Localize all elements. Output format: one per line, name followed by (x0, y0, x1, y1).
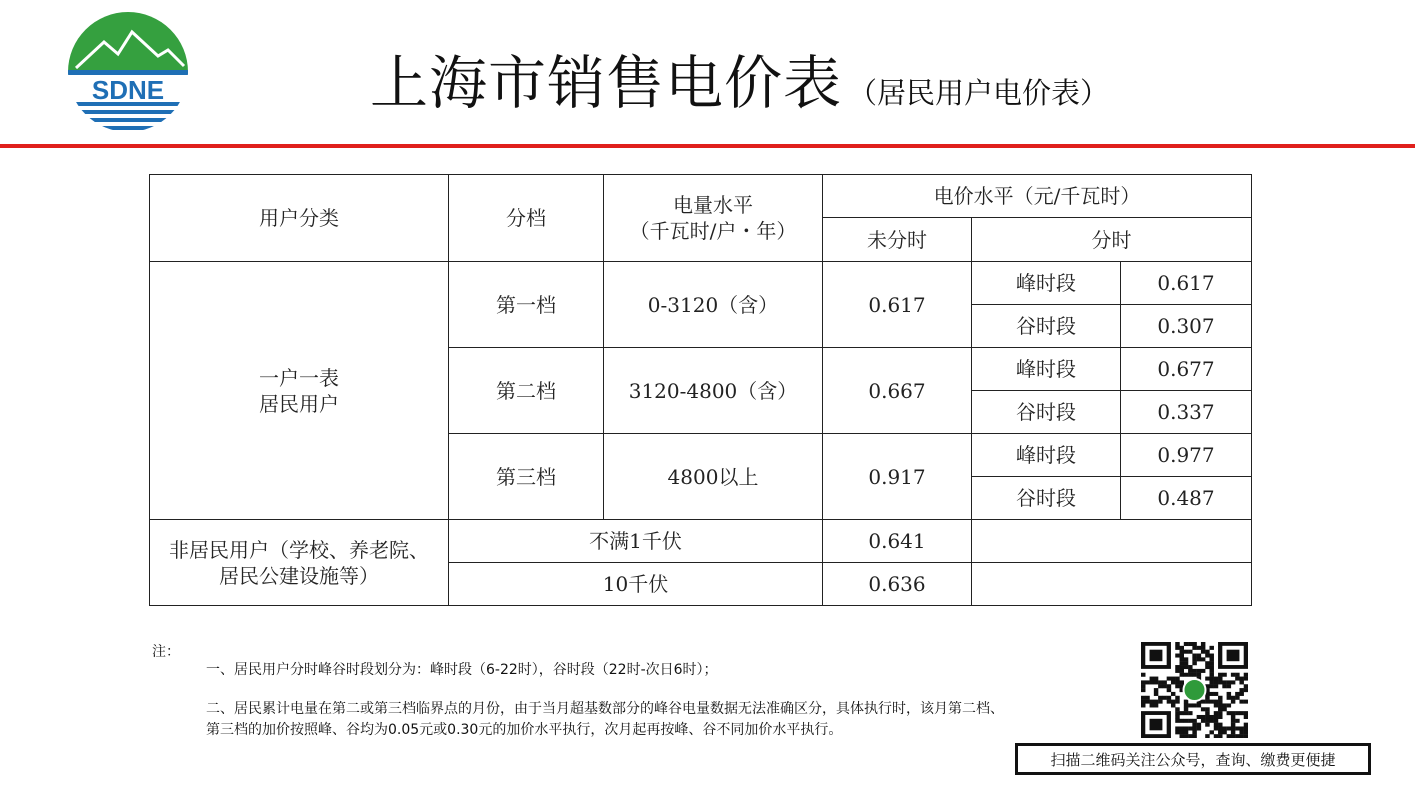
qr-module (1214, 711, 1218, 715)
header-volume (604, 175, 823, 262)
qr-module (1154, 680, 1158, 684)
qr-module (1231, 734, 1235, 738)
qr-module (1218, 673, 1222, 677)
qr-module (1201, 719, 1205, 723)
qr-module (1141, 673, 1145, 677)
qr-module (1231, 715, 1235, 719)
residential-label-line1: 一户一表 (259, 365, 339, 390)
qr-module (1218, 730, 1222, 734)
qr-module (1192, 723, 1196, 727)
qr-module (1141, 684, 1145, 688)
qr-module (1180, 669, 1184, 673)
qr-module (1209, 700, 1213, 704)
note-2-line1: 二、居民累计电量在第二或第三档临界点的月份，由于当月超基数部分的峰谷电量数据无法准确区分，具体执行时，该月第二档、 (206, 701, 1004, 717)
non-residential-category (150, 520, 449, 606)
qr-module (1175, 665, 1179, 669)
qr-module (1180, 657, 1184, 661)
qr-module (1214, 715, 1218, 719)
qr-module (1239, 730, 1243, 734)
qr-module (1197, 673, 1201, 677)
qr-module (1235, 719, 1239, 723)
qr-module (1214, 684, 1218, 688)
qr-module (1209, 673, 1213, 677)
qr-module (1192, 726, 1196, 730)
qr-module (1175, 684, 1179, 688)
qr-module (1205, 719, 1209, 723)
qr-module (1175, 719, 1179, 723)
qr-module (1239, 680, 1243, 684)
qr-module (1184, 703, 1188, 707)
price-table (149, 174, 1252, 606)
qr-module (1218, 711, 1222, 715)
qr-module (1188, 650, 1192, 654)
qr-module (1231, 696, 1235, 700)
tier-range: 3120-4800（含） (604, 348, 823, 434)
qr-module (1227, 684, 1231, 688)
tier-range: 4800以上 (604, 434, 823, 520)
qr-module (1209, 684, 1213, 688)
qr-module (1197, 669, 1201, 673)
qr-module (1180, 661, 1184, 665)
qr-module (1239, 726, 1243, 730)
qr-module (1167, 677, 1171, 681)
peak-price: 0.617 (1121, 262, 1252, 305)
qr-module (1244, 734, 1248, 738)
qr-module (1180, 680, 1184, 684)
qr-caption-box (1015, 743, 1371, 775)
qr-module (1231, 700, 1235, 704)
empty-cell (972, 563, 1252, 606)
qr-module (1227, 692, 1231, 696)
qr-module (1188, 719, 1192, 723)
qr-module (1222, 730, 1226, 734)
qr-module (1192, 730, 1196, 734)
qr-module (1188, 669, 1192, 673)
qr-module (1209, 654, 1213, 658)
peak-price: 0.977 (1121, 434, 1252, 477)
qr-module (1209, 665, 1213, 669)
qr-module (1175, 642, 1179, 646)
qr-module (1184, 642, 1188, 646)
logo-text: SDNE (91, 75, 165, 105)
qr-module (1239, 711, 1243, 715)
qr-module (1197, 657, 1201, 661)
valley-label: 谷时段 (972, 391, 1121, 434)
qr-module (1188, 734, 1192, 738)
qr-module (1197, 715, 1201, 719)
qr-module (1214, 680, 1218, 684)
qr-module (1184, 726, 1188, 730)
qr-module (1201, 657, 1205, 661)
qr-module (1235, 692, 1239, 696)
qr-module (1239, 692, 1243, 696)
tier-flat-price: 0.617 (823, 262, 972, 348)
qr-module (1218, 707, 1222, 711)
qr-module (1205, 677, 1209, 681)
qr-module (1197, 723, 1201, 727)
qr-module (1231, 680, 1235, 684)
qr-module (1218, 723, 1222, 727)
qr-module (1184, 657, 1188, 661)
qr-module (1218, 726, 1222, 730)
note-1: 一、居民用户分时峰谷时段划分为：峰时段（6-22时），谷时段（22时-次日6时）； (206, 662, 718, 678)
qr-module (1171, 680, 1175, 684)
qr-module (1205, 707, 1209, 711)
qr-module (1214, 677, 1218, 681)
qr-module (1218, 715, 1222, 719)
qr-module (1141, 703, 1145, 707)
qr-module (1175, 696, 1179, 700)
qr-module (1175, 730, 1179, 734)
qr-module (1235, 734, 1239, 738)
qr-module (1205, 650, 1209, 654)
header-category: 用户分类 (150, 175, 449, 262)
qr-module (1205, 665, 1209, 669)
header-price-level: 电价水平（元/千瓦时） (823, 175, 1252, 218)
qr-module (1158, 696, 1162, 700)
qr-module (1150, 677, 1154, 681)
qr-module (1239, 700, 1243, 704)
qr-module (1197, 703, 1201, 707)
qr-module (1154, 688, 1158, 692)
qr-module (1154, 677, 1158, 681)
qr-module (1188, 642, 1192, 646)
qr-module (1231, 711, 1235, 715)
qr-module (1180, 650, 1184, 654)
residential-label-line2: 居民用户 (259, 391, 339, 416)
qr-module (1171, 677, 1175, 681)
qr-module (1235, 677, 1239, 681)
qr-module (1188, 726, 1192, 730)
qr-module (1222, 707, 1226, 711)
qr-module (1231, 730, 1235, 734)
qr-module (1205, 654, 1209, 658)
qr-module (1218, 696, 1222, 700)
qr-module (1231, 726, 1235, 730)
qr-module (1209, 730, 1213, 734)
qr-module (1175, 726, 1179, 730)
qr-module (1209, 661, 1213, 665)
qr-module (1184, 730, 1188, 734)
qr-module (1201, 646, 1205, 650)
qr-module (1235, 696, 1239, 700)
qr-module (1141, 688, 1145, 692)
qr-module (1158, 684, 1162, 688)
qr-module (1180, 654, 1184, 658)
page-subtitle: （居民用户电价表） (848, 76, 1110, 110)
non-residential-flat-price: 0.641 (823, 520, 972, 563)
qr-module (1180, 734, 1184, 738)
qr-module (1222, 673, 1226, 677)
tier-name: 第二档 (449, 348, 604, 434)
qr-module (1218, 734, 1222, 738)
qr-module (1222, 680, 1226, 684)
qr-module (1244, 726, 1248, 730)
page-title: 上海市销售电价表 (370, 49, 843, 117)
peak-label: 峰时段 (972, 434, 1121, 477)
qr-finder (1150, 719, 1163, 731)
qr-module (1180, 730, 1184, 734)
voltage-level: 不满1千伏 (449, 520, 823, 563)
qr-module (1197, 646, 1201, 650)
page-header (370, 36, 1109, 120)
qr-module (1188, 665, 1192, 669)
sdne-logo (66, 10, 190, 134)
qr-module (1192, 719, 1196, 723)
qr-module (1209, 646, 1213, 650)
qr-module (1227, 734, 1231, 738)
peak-label: 峰时段 (972, 262, 1121, 305)
tier-flat-price: 0.667 (823, 348, 972, 434)
qr-module (1180, 673, 1184, 677)
non-residential-label-line1: 非居民用户（学校、养老院、 (169, 537, 429, 562)
qr-module (1209, 680, 1213, 684)
qr-module (1171, 703, 1175, 707)
qr-module (1171, 700, 1175, 704)
qr-module (1244, 723, 1248, 727)
qr-module (1175, 711, 1179, 715)
qr-module (1154, 692, 1158, 696)
non-residential-flat-price: 0.636 (823, 563, 972, 606)
qr-module (1214, 692, 1218, 696)
qr-module (1205, 715, 1209, 719)
qr-module (1167, 688, 1171, 692)
qr-module (1167, 684, 1171, 688)
valley-price: 0.307 (1121, 305, 1252, 348)
qr-caption: 扫描二维码关注公众号，查询、缴费更便捷 (1050, 750, 1336, 769)
qr-module (1235, 711, 1239, 715)
tier-name: 第一档 (449, 262, 604, 348)
qr-module (1192, 703, 1196, 707)
qr-module (1188, 703, 1192, 707)
qr-module (1141, 680, 1145, 684)
qr-module (1162, 684, 1166, 688)
qr-module (1175, 680, 1179, 684)
qr-module (1188, 711, 1192, 715)
qr-module (1209, 719, 1213, 723)
qr-module (1205, 661, 1209, 665)
qr-module (1192, 669, 1196, 673)
residential-category (150, 262, 449, 520)
qr-module (1231, 719, 1235, 723)
qr-module (1184, 700, 1188, 704)
qr-module (1205, 700, 1209, 704)
qr-module (1222, 684, 1226, 688)
qr-module (1192, 657, 1196, 661)
qr-module (1239, 677, 1243, 681)
qr-module (1201, 715, 1205, 719)
qr-finder (1227, 650, 1240, 662)
qr-module (1184, 734, 1188, 738)
qr-module (1141, 696, 1145, 700)
qr-module (1180, 646, 1184, 650)
qr-module (1167, 696, 1171, 700)
tier-flat-price: 0.917 (823, 434, 972, 520)
header-no-tou: 未分时 (823, 218, 972, 262)
qr-module (1201, 650, 1205, 654)
qr-center-logo (1184, 679, 1206, 701)
qr-module (1184, 719, 1188, 723)
qr-module (1239, 734, 1243, 738)
qr-module (1188, 673, 1192, 677)
qr-module (1184, 673, 1188, 677)
qr-module (1150, 700, 1154, 704)
qr-finder (1150, 650, 1163, 662)
note-2 (206, 699, 1004, 741)
qr-module (1197, 726, 1201, 730)
note-2-line2: 第三档的加价按照峰、谷均为0.05元或0.30元的加价水平执行，次月起再按峰、谷不同加价水平执行。 (206, 722, 843, 738)
qr-module (1227, 726, 1231, 730)
qr-module (1175, 646, 1179, 650)
qr-module (1209, 657, 1213, 661)
qr-module (1167, 700, 1171, 704)
header-tou: 分时 (972, 218, 1252, 262)
qr-module (1180, 719, 1184, 723)
qr-module (1231, 723, 1235, 727)
qr-module (1227, 696, 1231, 700)
qr-module (1201, 669, 1205, 673)
header-tier: 分档 (449, 175, 604, 262)
qr-module (1201, 707, 1205, 711)
qr-module (1218, 680, 1222, 684)
qr-module (1171, 692, 1175, 696)
qr-module (1231, 673, 1235, 677)
qr-module (1209, 692, 1213, 696)
qr-module (1205, 723, 1209, 727)
qr-module (1235, 673, 1239, 677)
qr-module (1209, 715, 1213, 719)
qr-module (1162, 680, 1166, 684)
qr-module (1150, 680, 1154, 684)
qr-module (1180, 711, 1184, 715)
qr-module (1154, 703, 1158, 707)
qr-module (1180, 665, 1184, 669)
qr-module (1222, 726, 1226, 730)
qr-module (1192, 642, 1196, 646)
qr-module (1227, 680, 1231, 684)
qr-module (1158, 700, 1162, 704)
qr-module (1175, 669, 1179, 673)
qr-module (1175, 700, 1179, 704)
qr-module (1244, 684, 1248, 688)
notes-label: 注： (152, 644, 180, 660)
qr-module (1218, 703, 1222, 707)
qr-module (1192, 654, 1196, 658)
valley-price: 0.337 (1121, 391, 1252, 434)
qr-module (1214, 734, 1218, 738)
qr-module (1192, 673, 1196, 677)
qr-module (1184, 711, 1188, 715)
qr-module (1192, 734, 1196, 738)
qr-module (1145, 700, 1149, 704)
qr-module (1214, 719, 1218, 723)
peak-label: 峰时段 (972, 348, 1121, 391)
qr-module (1205, 696, 1209, 700)
qr-module (1244, 711, 1248, 715)
qr-module (1145, 680, 1149, 684)
qr-module (1201, 700, 1205, 704)
qr-module (1222, 703, 1226, 707)
qr-module (1205, 711, 1209, 715)
qr-module (1205, 734, 1209, 738)
header-divider (0, 144, 1415, 148)
qr-module (1141, 700, 1145, 704)
qr-module (1244, 730, 1248, 734)
qr-module (1184, 661, 1188, 665)
qr-module (1214, 703, 1218, 707)
qr-module (1175, 715, 1179, 719)
qr-module (1175, 654, 1179, 658)
qr-module (1235, 726, 1239, 730)
qr-module (1201, 642, 1205, 646)
qr-module (1209, 669, 1213, 673)
qr-module (1244, 677, 1248, 681)
qr-module (1192, 661, 1196, 665)
qr-module (1214, 726, 1218, 730)
non-residential-label-line2: 居民公建设施等） (219, 563, 379, 588)
qr-module (1184, 707, 1188, 711)
valley-price: 0.487 (1121, 477, 1252, 520)
valley-label: 谷时段 (972, 477, 1121, 520)
qr-module (1214, 700, 1218, 704)
qr-module (1209, 677, 1213, 681)
voltage-level: 10千伏 (449, 563, 823, 606)
qr-module (1244, 673, 1248, 677)
empty-cell (972, 520, 1252, 563)
header-volume-line2: （千瓦时/户・年） (629, 219, 797, 243)
qr-module (1227, 711, 1231, 715)
qr-module (1239, 688, 1243, 692)
qr-module (1227, 703, 1231, 707)
qr-module (1184, 665, 1188, 669)
valley-label: 谷时段 (972, 305, 1121, 348)
qr-module (1180, 726, 1184, 730)
qr-module (1175, 677, 1179, 681)
qr-module (1214, 723, 1218, 727)
qr-module (1150, 703, 1154, 707)
tier-name: 第三档 (449, 434, 604, 520)
qr-module (1145, 696, 1149, 700)
qr-module (1244, 700, 1248, 704)
qr-module (1244, 715, 1248, 719)
qr-module (1244, 688, 1248, 692)
qr-module (1162, 696, 1166, 700)
qr-module (1175, 707, 1179, 711)
qr-module (1154, 700, 1158, 704)
qr-module (1218, 700, 1222, 704)
qr-module (1158, 680, 1162, 684)
qr-code (1141, 642, 1248, 738)
qr-module (1192, 646, 1196, 650)
tier-range: 0-3120（含） (604, 262, 823, 348)
peak-price: 0.677 (1121, 348, 1252, 391)
qr-module (1197, 654, 1201, 658)
qr-module (1184, 650, 1188, 654)
header-volume-line1: 电量水平 (673, 193, 753, 217)
qr-module (1218, 677, 1222, 681)
